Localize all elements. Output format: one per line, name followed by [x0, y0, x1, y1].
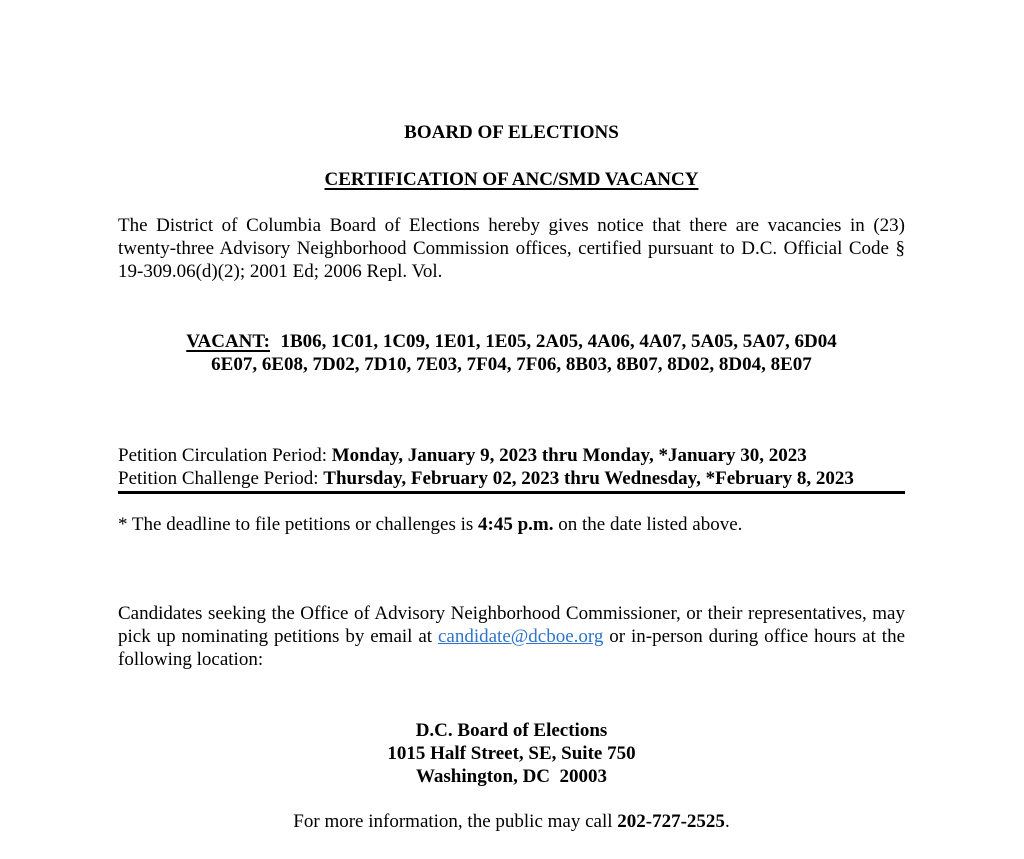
vacant-line-2: 6E07, 6E08, 7D02, 7D10, 7E03, 7F04, 7F06, 8B03, 8B07, 8D02, 8D04, 8E07: [211, 354, 812, 375]
candidate-email-link[interactable]: candidate@dcboe.org: [437, 626, 604, 647]
petition-periods-section: [118, 444, 905, 494]
vacant-line-1: [118, 330, 905, 353]
deadline-note-text-before: * The deadline to file petitions or challenges is: [118, 514, 479, 535]
footer-text-before: For more information, the public may call: [293, 811, 618, 832]
pickup-text-before: Candidates seeking the Office of Advisory Neighborhood Commissioner, or their representatives, may pick up nominating petitions by email at: [118, 603, 905, 647]
petition-circulation-line: [118, 444, 905, 467]
deadline-time: 4:45 p.m.: [478, 514, 554, 535]
address-org-name: D.C. Board of Elections: [415, 720, 608, 741]
deadline-note: [118, 513, 905, 536]
office-address-block: [118, 719, 905, 788]
vacant-label: VACANT:: [186, 331, 270, 352]
petition-circulation-label: Petition Circulation Period:: [118, 445, 332, 466]
deadline-note-text-after: on the date listed above.: [553, 514, 743, 535]
petition-circulation-dates: Monday, January 9, 2023 thru Monday, *January 30, 2023: [331, 445, 807, 466]
footer-phone-number: 202-727-2525: [617, 811, 725, 832]
petition-challenge-line: [118, 467, 905, 490]
document-subtitle: CERTIFICATION OF ANC/SMD VACANCY: [324, 169, 699, 190]
address-street: 1015 Half Street, SE, Suite 750: [387, 743, 636, 764]
pickup-paragraph: [118, 602, 905, 671]
petition-challenge-label: Petition Challenge Period:: [118, 468, 324, 489]
pickup-text-after: or in-person during office hours at the following location:: [118, 626, 905, 670]
vacant-list-line-1: 1B06, 1C01, 1C09, 1E01, 1E05, 2A05, 4A06, 4A07, 5A05, 5A07, 6D04: [280, 331, 837, 352]
address-city-state-zip: Washington, DC 20003: [415, 766, 608, 787]
notice-paragraph: The District of Columbia Board of Elections hereby gives notice that there are vacancies in (23) twenty-three Advisory Neighborhood Commission offices, certified pursuant to D.C. Official Code § 19-309.06(d)(2); 2001 Ed; 2006 Repl. Vol.: [118, 215, 905, 282]
petition-challenge-dates: Thursday, February 02, 2023 thru Wednesday, *February 8, 2023: [323, 468, 854, 489]
document-title: BOARD OF ELECTIONS: [404, 122, 619, 143]
vacant-section: [118, 330, 905, 376]
footer-text-after: .: [724, 811, 730, 832]
footer-info-line: [118, 810, 905, 833]
